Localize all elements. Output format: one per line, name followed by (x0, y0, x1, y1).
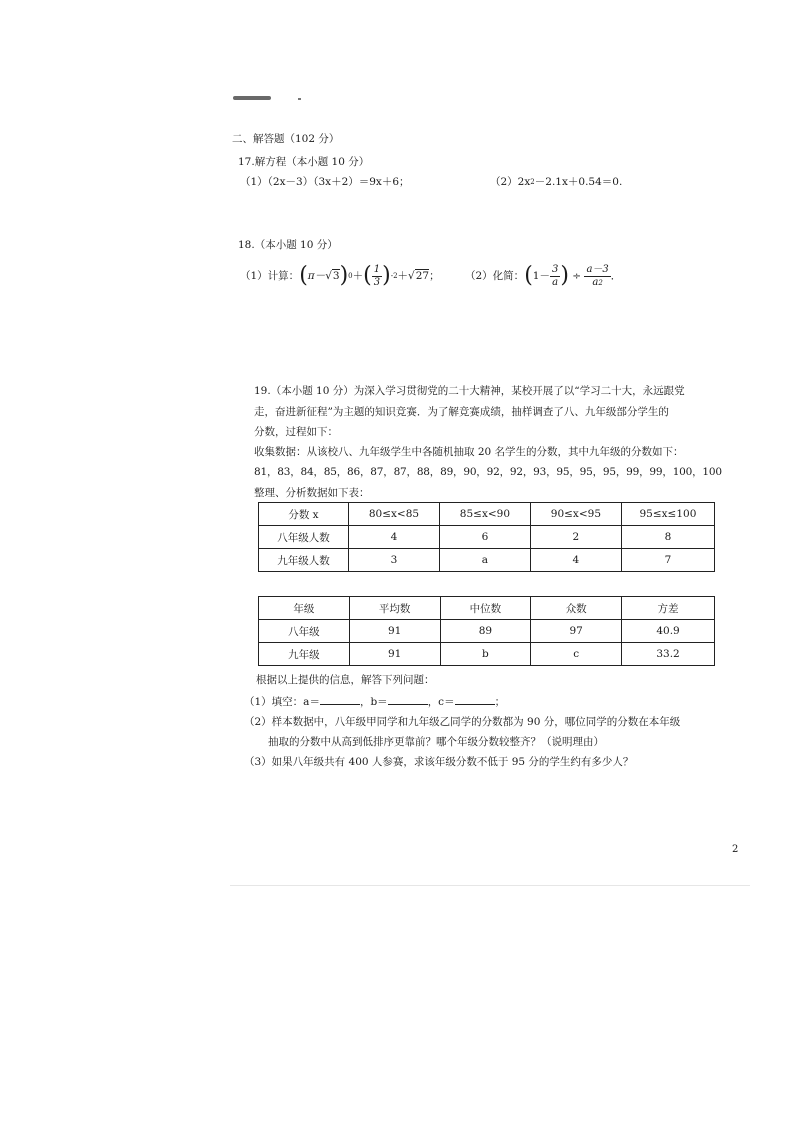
scan-line (230, 885, 750, 886)
table-cell: 6 (439, 526, 530, 549)
table-cell: 4 (348, 526, 439, 549)
distribution-table (258, 502, 715, 572)
table-header-cell: 中位数 (440, 597, 531, 620)
table-cell: 九年级 (259, 643, 350, 666)
q17-part1: （1）（2x－3）（3x＋2）＝9x＋6； (240, 176, 410, 188)
q19-sub2-line1: （2）样本数据中，八年级甲同学和九年级乙同学的分数都为 90 分，哪位同学的分数在本年级 (244, 716, 681, 728)
table-cell: 97 (531, 620, 622, 643)
q19-scores: 81，83，84，85，86，87，87，88，89，90，92，92，93，95，95，95，99，99，100，100 (254, 466, 722, 478)
q19-line2: 走，奋进新征程”为主题的知识竞赛．为了解竞赛成绩，抽样调查了八、九年级部分学生的 (254, 406, 669, 418)
table-cell: a (439, 549, 530, 572)
table-header-cell: 分数 x (259, 503, 349, 526)
table-cell: 40.9 (622, 620, 715, 643)
section-heading: 二、解答题（102 分） (232, 133, 340, 145)
scan-dot (298, 98, 301, 100)
table-cell: 91 (349, 643, 440, 666)
q19-line1: 19.（本小题 10 分）为深入学习贯彻党的二十大精神，某校开展了以“学习二十大，永远跟党 (254, 385, 685, 397)
q18-title: 18.（本小题 10 分） (238, 239, 338, 251)
q18-part1: （1）计算：$(\pi-√3)^0+$( $\frac{1}{3}$ )$^{-2}$＋√27； (240, 263, 440, 288)
table-header-cell: 95≤x≤100 (621, 503, 714, 526)
table-header-row (259, 503, 715, 526)
table-cell: 4 (530, 549, 621, 572)
table-cell: 33.2 (622, 643, 715, 666)
q18-part2: （2）化简：(1－ $\frac{3}{a}$ ) ÷ $\frac{a-3}{a^2}$ ． (465, 263, 622, 288)
q19-line3: 分数，过程如下： (254, 426, 338, 438)
table-row (259, 620, 715, 643)
table-row (259, 549, 715, 572)
table-row (259, 526, 715, 549)
table-cell: 八年级 (259, 620, 350, 643)
table-cell: 89 (440, 620, 531, 643)
page-number: 2 (732, 844, 739, 855)
q19-line4: 收集数据：从该校八、九年级学生中各随机抽取 20 名学生的分数，其中九年级的分数如下： (254, 446, 684, 458)
blank-b[interactable] (388, 694, 428, 705)
table-header-cell: 平均数 (349, 597, 440, 620)
q19-sub1: （1）填空：a＝ ，b＝ ，c＝ ； (244, 696, 506, 708)
blank-a[interactable] (320, 694, 360, 705)
table-cell: 九年级人数 (259, 549, 349, 572)
q19-sub2-line2: 抽取的分数中从高到低排序更靠前？哪个年级分数较整齐？（说明理由） (268, 736, 604, 748)
q17-part2: $(2)2x^2-2.1x+0.54=0$. (490, 176, 623, 188)
table-header-row (259, 597, 715, 620)
table-header-cell: 90≤x<95 (530, 503, 621, 526)
table-cell: 八年级人数 (259, 526, 349, 549)
q19-after-tables: 根据以上提供的信息，解答下列问题： (256, 674, 435, 686)
table-header-cell: 年级 (259, 597, 350, 620)
table-header-cell: 众数 (531, 597, 622, 620)
table-cell: 2 (530, 526, 621, 549)
statistics-table (258, 596, 715, 666)
table-cell: 91 (349, 620, 440, 643)
table-cell: 8 (621, 526, 714, 549)
table-row (259, 643, 715, 666)
table-header-cell: 80≤x<85 (348, 503, 439, 526)
q19-line6: 整理、分析数据如下表： (254, 487, 370, 499)
blank-c[interactable] (455, 694, 495, 705)
q17-title: 17.解方程（本小题 10 分） (238, 156, 370, 168)
table-cell: 3 (348, 549, 439, 572)
scan-smudge (233, 96, 271, 100)
table-cell: b (440, 643, 531, 666)
table-cell: 7 (621, 549, 714, 572)
table-cell: c (531, 643, 622, 666)
table-header-cell: 方差 (622, 597, 715, 620)
q19-sub3: （3）如果八年级共有 400 人参赛，求该年级分数不低于 95 分的学生约有多少人？ (244, 756, 634, 768)
table-header-cell: 85≤x<90 (439, 503, 530, 526)
